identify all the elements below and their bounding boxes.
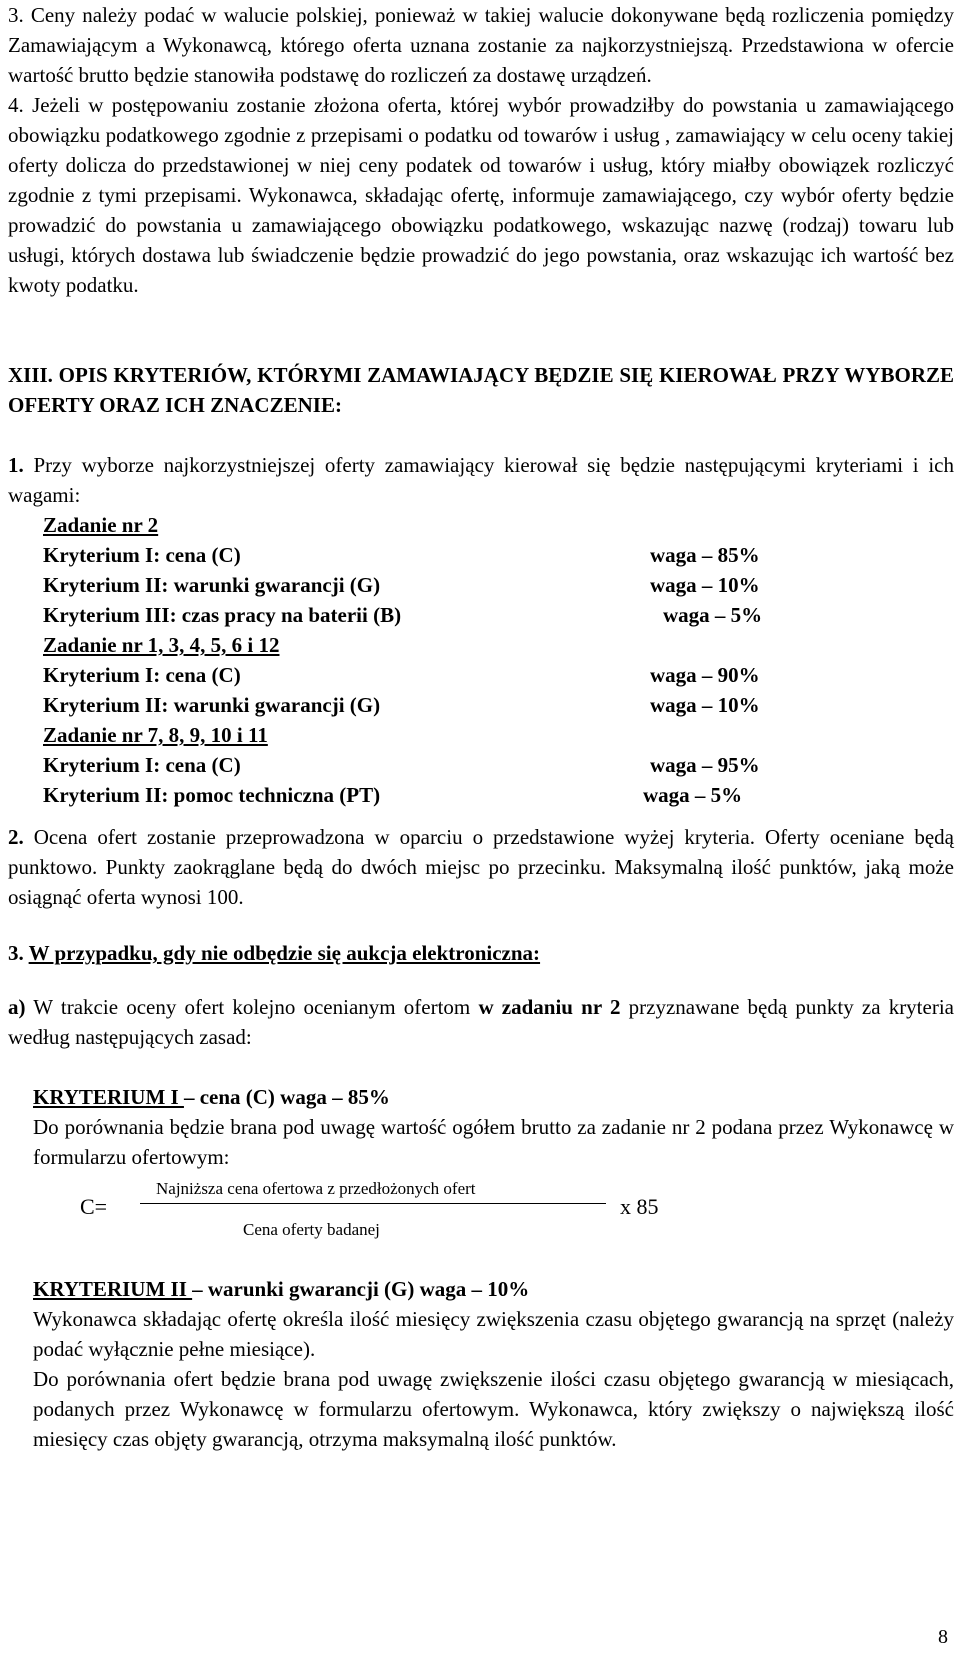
paragraph-3: 3. Ceny należy podać w walucie polskiej, ponieważ w takiej walucie dokonywane będą rozliczenia pomiędzy Zamawiającym a Wykonawcą, którego oferta uznana zostanie za najkorzystniejszą. Przedstawiona w ofercie wartość brutto będzie stanowiła podstawę do rozliczeń za dostawę urządzeń. xyxy=(8,3,954,87)
item-3a-bold: w zadaniu nr 2 xyxy=(478,995,621,1019)
criterion-weight: waga – 5% xyxy=(643,783,743,807)
item-3-number: 3. xyxy=(8,941,24,965)
criterion-row xyxy=(43,540,954,570)
item-2 xyxy=(8,822,954,912)
criterion-row xyxy=(43,750,954,780)
criterion-label: Kryterium I: cena (C) xyxy=(43,663,241,687)
item-3a-letter: a) xyxy=(8,995,26,1019)
criteria-group-title: Zadanie nr 2 xyxy=(43,513,159,537)
criterion-weight: waga – 95% xyxy=(650,753,760,777)
criterion-2-paragraph-1: Wykonawca składając ofertę określa ilość miesięcy zwiększenia czasu objętego gwarancją na sprzęt (należy podać wyłącznie pełne miesiące). xyxy=(33,1307,954,1361)
criterion-weight: waga – 85% xyxy=(650,543,760,567)
paragraph-4: 4. Jeżeli w postępowaniu zostanie złożona oferta, której wybór prowadziłby do powstania u zamawiającego obowiązku podatkowego zgodnie z przepisami o podatku od towarów i usług , zamawiający w celu oceny takiej oferty dolicza do przedstawionej w niej ceny podatek od towarów i usług, który miałby obowiązek rozliczyć zgodnie z tymi przepisami. Wykonawca, składając ofertę, informuje zamawiającego, czy wybór oferty będzie prowadzić do powstania u zamawiającego obowiązku podatkowego, wskazując nazwę (rodzaj) towaru lub usługi, których dostawa lub świadczenie będzie prowadzić do jego powstania, oraz wskazując ich wartość bez kwoty podatku. xyxy=(8,93,954,297)
criterion-1-block xyxy=(33,1082,954,1172)
item-2-number: 2. xyxy=(8,825,24,849)
criterion-1-title-rest: – cena (C) waga – 85% xyxy=(183,1085,390,1109)
item-2-text: Ocena ofert zostanie przeprowadzona w oparciu o przedstawione wyżej kryteria. Oferty oceniane będą punktowo. Punkty zaokrąglane będą do dwóch miejsc po przecinku. Maksymalną ilość punktów, jaką może osiągnąć oferta wynosi 100. xyxy=(8,825,954,909)
criterion-label: Kryterium II: pomoc techniczna (PT) xyxy=(43,783,381,807)
criterion-label: Kryterium II: warunki gwarancji (G) xyxy=(43,573,381,597)
criterion-1-title xyxy=(33,1082,954,1112)
criterion-1-text: Do porównania będzie brana pod uwagę wartość ogółem brutto za zadanie nr 2 podana przez Wykonawcę w formularzu ofertowym: xyxy=(33,1115,954,1169)
section-heading: XIII. OPIS KRYTERIÓW, KTÓRYMI ZAMAWIAJĄCY BĘDZIE SIĘ KIEROWAŁ PRZY WYBORZE OFERTY ORAZ ICH ZNACZENIE: xyxy=(8,363,954,417)
formula-denominator: Cena oferty badanej xyxy=(243,1220,380,1239)
item-3a-text-1: W trakcie oceny ofert kolejno ocenianym ofertom xyxy=(25,995,479,1019)
criterion-label: Kryterium I: cena (C) xyxy=(43,543,241,567)
criteria-group-title: Zadanie nr 7, 8, 9, 10 i 11 xyxy=(43,723,268,747)
criterion-label: Kryterium II: warunki gwarancji (G) xyxy=(43,693,381,717)
criteria-group-title: Zadanie nr 1, 3, 4, 5, 6 i 12 xyxy=(43,633,280,657)
criterion-2-title xyxy=(33,1274,954,1304)
formula-numerator: Najniższa cena ofertowa z przedłożonych ofert xyxy=(156,1179,476,1198)
criterion-2-paragraph-2: Do porównania ofert będzie brana pod uwagę zwiększenie ilości czasu objętego gwarancją w miesiącach, podanych przez Wykonawcę w formularzu ofertowym. Wykonawca, który zwiększy o największą ilość miesięcy czas objęty gwarancją, otrzyma maksymalną ilość punktów. xyxy=(33,1367,954,1451)
item-1 xyxy=(8,450,954,510)
criterion-2-block xyxy=(33,1274,954,1454)
formula-lhs: C= xyxy=(80,1194,108,1219)
item-3 xyxy=(8,938,954,968)
criterion-weight: waga – 5% xyxy=(663,603,763,627)
item-3-text: W przypadku, gdy nie odbędzie się aukcja elektroniczna: xyxy=(28,941,541,965)
criterion-2-title-rest: – warunki gwarancji (G) waga – 10% xyxy=(192,1277,530,1301)
criterion-label: Kryterium III: czas pracy na baterii (B) xyxy=(43,603,402,627)
criterion-row xyxy=(43,780,954,810)
document-page xyxy=(8,0,954,1454)
criterion-2-title-underlined: KRYTERIUM II xyxy=(33,1277,193,1301)
fraction-line xyxy=(140,1203,606,1204)
item-1-number: 1. xyxy=(8,453,24,477)
criterion-row xyxy=(43,660,954,690)
item-3a xyxy=(8,992,954,1052)
formula-rhs: x 85 xyxy=(620,1194,659,1219)
criterion-row xyxy=(43,570,954,600)
criterion-row xyxy=(43,690,954,720)
criterion-row xyxy=(43,600,954,630)
criterion-label: Kryterium I: cena (C) xyxy=(43,753,241,777)
item-1-text: Przy wyborze najkorzystniejszej oferty zamawiający kierował się będzie następującymi kryteriami i ich wagami: xyxy=(8,453,954,507)
criterion-weight: waga – 10% xyxy=(650,693,760,717)
item-3a-text-2: przyznawane będą punkty za kryteria według następujących zasad: xyxy=(8,995,954,1049)
criterion-weight: waga – 90% xyxy=(650,663,760,687)
page-number: 8 xyxy=(938,1626,948,1648)
criterion-1-title-underlined: KRYTERIUM I xyxy=(33,1085,184,1109)
criterion-weight: waga – 10% xyxy=(650,573,760,597)
price-formula xyxy=(8,1172,954,1244)
